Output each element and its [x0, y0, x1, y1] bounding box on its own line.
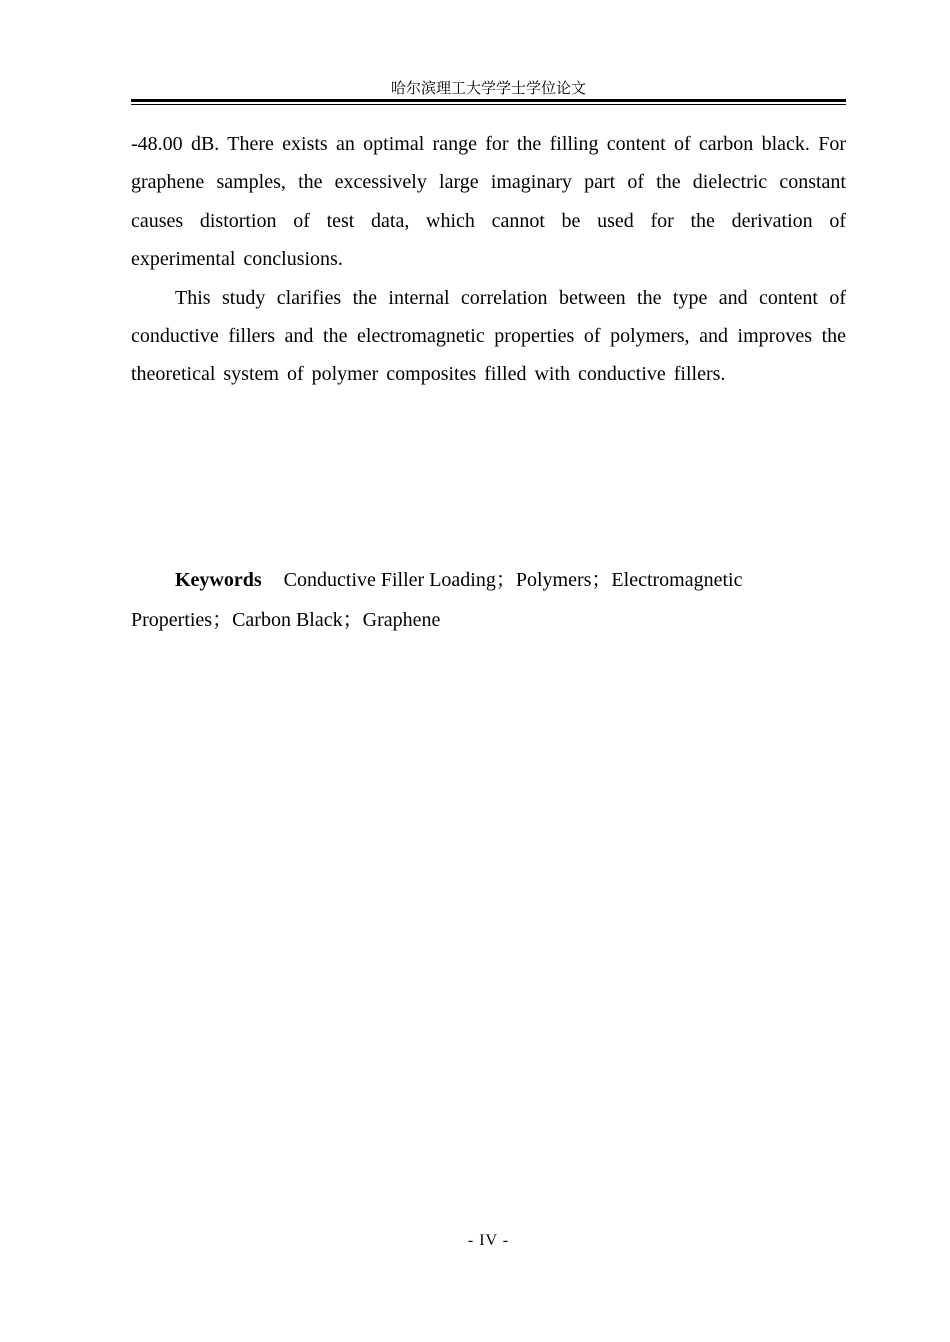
- abstract-paragraph-continued: -48.00 dB. There exists an optimal range for the filling content of carbon black. For graphene samples, the excessively large imaginary part of the dielectric constant causes distortion of test data, which cannot be used for the derivation of experimental conclusions.: [131, 133, 846, 271]
- header-rule-thick: [131, 99, 846, 102]
- keywords-list: Conductive Filler Loading；Polymers；Electromagnetic Properties；Carbon Black；Graphene: [131, 569, 743, 631]
- header-rule-thin: [131, 104, 846, 105]
- abstract-paragraph-conclusion: This study clarifies the internal correlation between the type and content of conductive fillers and the electromagnetic properties of polymers, and improves the theoretical system of polymer composites filled with conductive fillers.: [131, 286, 846, 386]
- page-number: - IV -: [467, 1232, 510, 1249]
- abstract-body: [131, 125, 846, 394]
- page-header-title: 哈尔滨理工大学学士学位论文: [390, 79, 586, 97]
- keywords-label: Keywords: [175, 569, 262, 591]
- keywords-section: [131, 560, 846, 640]
